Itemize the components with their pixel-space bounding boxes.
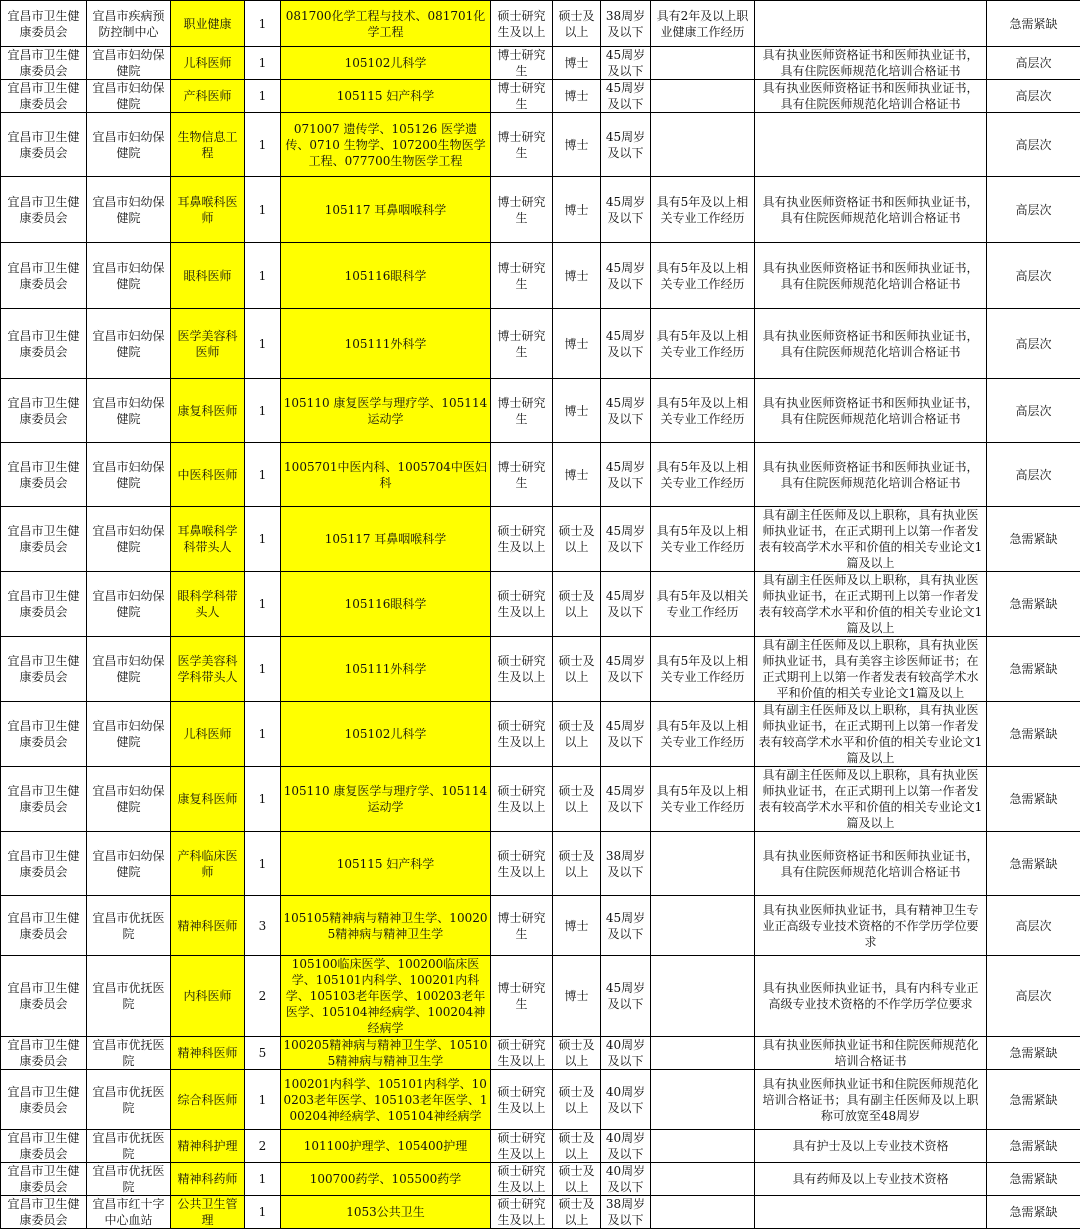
dept-cell: 宜昌市妇幼保健院 — [87, 767, 171, 832]
age-cell: 45周岁及以下 — [601, 767, 651, 832]
degree-cell: 博士 — [553, 113, 601, 177]
category-cell: 高层次 — [987, 243, 1080, 309]
category-cell: 高层次 — [987, 896, 1080, 956]
degree-cell: 博士 — [553, 379, 601, 443]
dept-cell: 宜昌市妇幼保健院 — [87, 832, 171, 896]
experience-cell: 具有5年及以上相关专业工作经历 — [651, 507, 755, 572]
requirements-cell: 具有副主任医师及以上职称，具有执业医师执业证书，在正式期刊上以第一作者发表有较高学术水平和价值的相关专业论文1篇及以上 — [755, 507, 987, 572]
experience-cell — [651, 1037, 755, 1070]
table-row — [1, 767, 1080, 832]
education-cell: 硕士研究生及以上 — [491, 702, 553, 767]
education-cell: 硕士研究生及以上 — [491, 572, 553, 637]
unit-cell: 宜昌市卫生健康委员会 — [1, 1163, 87, 1196]
degree-cell: 博士 — [553, 443, 601, 507]
experience-cell — [651, 956, 755, 1037]
experience-cell: 具有5年及以上相关专业工作经历 — [651, 177, 755, 243]
education-cell: 博士研究生 — [491, 113, 553, 177]
unit-cell: 宜昌市卫生健康委员会 — [1, 637, 87, 702]
degree-cell: 硕士及以上 — [553, 767, 601, 832]
experience-cell: 具有5年及以上相关专业工作经历 — [651, 443, 755, 507]
education-cell: 博士研究生 — [491, 309, 553, 379]
table-body — [1, 1, 1080, 1229]
unit-cell: 宜昌市卫生健康委员会 — [1, 702, 87, 767]
age-cell: 45周岁及以下 — [601, 702, 651, 767]
position-cell: 公共卫生管理 — [171, 1196, 245, 1229]
dept-cell: 宜昌市妇幼保健院 — [87, 379, 171, 443]
requirements-cell: 具有副主任医师及以上职称，具有执业医师执业证书，在正式期刊上以第一作者发表有较高学术水平和价值的相关专业论文1篇及以上 — [755, 572, 987, 637]
major-cell: 105102儿科学 — [281, 702, 491, 767]
degree-cell: 硕士及以上 — [553, 1196, 601, 1229]
position-cell: 产科医师 — [171, 80, 245, 113]
category-cell: 急需紧缺 — [987, 1130, 1080, 1163]
experience-cell: 具有5年及以上相关专业工作经历 — [651, 379, 755, 443]
position-cell: 眼科医师 — [171, 243, 245, 309]
major-cell: 100201内科学、105101内科学、100203老年医学、105103老年医学、100204神经病学、105104神经病学 — [281, 1070, 491, 1130]
age-cell: 45周岁及以下 — [601, 113, 651, 177]
age-cell: 38周岁及以下 — [601, 832, 651, 896]
position-cell: 眼科学科带头人 — [171, 572, 245, 637]
major-cell: 105110 康复医学与理疗学、105114 运动学 — [281, 767, 491, 832]
degree-cell: 博士 — [553, 309, 601, 379]
unit-cell: 宜昌市卫生健康委员会 — [1, 1, 87, 47]
unit-cell: 宜昌市卫生健康委员会 — [1, 243, 87, 309]
requirements-cell: 具有药师及以上专业技术资格 — [755, 1163, 987, 1196]
requirements-cell: 具有执业医师资格证书和医师执业证书，具有住院医师规范化培训合格证书 — [755, 47, 987, 80]
requirements-cell: 具有执业医师资格证书和医师执业证书，具有住院医师规范化培训合格证书 — [755, 243, 987, 309]
education-cell: 博士研究生 — [491, 443, 553, 507]
unit-cell: 宜昌市卫生健康委员会 — [1, 443, 87, 507]
count-cell: 1 — [245, 47, 281, 80]
major-cell: 100205精神病与精神卫生学、105105精神病与精神卫生学 — [281, 1037, 491, 1070]
degree-cell: 博士 — [553, 177, 601, 243]
requirements-cell: 具有副主任医师及以上职称，具有执业医师执业证书，在正式期刊上以第一作者发表有较高学术水平和价值的相关专业论文1篇及以上 — [755, 702, 987, 767]
age-cell: 40周岁及以下 — [601, 1130, 651, 1163]
category-cell: 高层次 — [987, 80, 1080, 113]
requirements-cell: 具有护士及以上专业技术资格 — [755, 1130, 987, 1163]
degree-cell: 硕士及以上 — [553, 832, 601, 896]
count-cell: 1 — [245, 1163, 281, 1196]
table-row — [1, 47, 1080, 80]
requirements-cell: 具有执业医师资格证书和医师执业证书，具有住院医师规范化培训合格证书 — [755, 177, 987, 243]
dept-cell: 宜昌市妇幼保健院 — [87, 243, 171, 309]
major-cell: 105115 妇产科学 — [281, 832, 491, 896]
degree-cell: 硕士及以上 — [553, 1130, 601, 1163]
dept-cell: 宜昌市疾病预防控制中心 — [87, 1, 171, 47]
table-row — [1, 243, 1080, 309]
education-cell: 硕士研究生及以上 — [491, 1130, 553, 1163]
requirements-cell: 具有执业医师执业证书和住院医师规范化培训合格证书 — [755, 1037, 987, 1070]
major-cell: 105100临床医学、100200临床医学、105101内科学、100201内科学、105103老年医学、100203老年医学、105104神经病学、100204神经病学 — [281, 956, 491, 1037]
education-cell: 硕士研究生及以上 — [491, 1, 553, 47]
table-row — [1, 507, 1080, 572]
dept-cell: 宜昌市优抚医院 — [87, 1130, 171, 1163]
table-row — [1, 443, 1080, 507]
dept-cell: 宜昌市优抚医院 — [87, 956, 171, 1037]
count-cell: 1 — [245, 243, 281, 309]
position-cell: 精神科医师 — [171, 1037, 245, 1070]
education-cell: 硕士研究生及以上 — [491, 1196, 553, 1229]
age-cell: 45周岁及以下 — [601, 243, 651, 309]
education-cell: 硕士研究生及以上 — [491, 1163, 553, 1196]
position-cell: 康复科医师 — [171, 767, 245, 832]
count-cell: 1 — [245, 309, 281, 379]
position-cell: 耳鼻喉科学科带头人 — [171, 507, 245, 572]
education-cell: 博士研究生 — [491, 896, 553, 956]
experience-cell: 具有5年及以相关专业工作经历 — [651, 572, 755, 637]
position-cell: 医学美容科学科带头人 — [171, 637, 245, 702]
requirements-cell: 具有执业医师资格证书和医师执业证书，具有住院医师规范化培训合格证书 — [755, 309, 987, 379]
dept-cell: 宜昌市妇幼保健院 — [87, 80, 171, 113]
unit-cell: 宜昌市卫生健康委员会 — [1, 1196, 87, 1229]
dept-cell: 宜昌市妇幼保健院 — [87, 443, 171, 507]
count-cell: 1 — [245, 1070, 281, 1130]
age-cell: 45周岁及以下 — [601, 443, 651, 507]
major-cell: 071007 遗传学、105126 医学遗传、0710 生物学、107200生物医学工程、077700生物医学工程 — [281, 113, 491, 177]
degree-cell: 硕士及以上 — [553, 637, 601, 702]
unit-cell: 宜昌市卫生健康委员会 — [1, 896, 87, 956]
major-cell: 105105精神病与精神卫生学、100205精神病与精神卫生学 — [281, 896, 491, 956]
experience-cell — [651, 47, 755, 80]
count-cell: 1 — [245, 379, 281, 443]
count-cell: 1 — [245, 1196, 281, 1229]
table-row — [1, 379, 1080, 443]
dept-cell: 宜昌市妇幼保健院 — [87, 637, 171, 702]
position-cell: 综合科医师 — [171, 1070, 245, 1130]
table-row — [1, 1070, 1080, 1130]
dept-cell: 宜昌市优抚医院 — [87, 896, 171, 956]
table-row — [1, 1130, 1080, 1163]
requirements-cell: 具有副主任医师及以上职称，具有执业医师执业证书，在正式期刊上以第一作者发表有较高学术水平和价值的相关专业论文1篇及以上 — [755, 767, 987, 832]
count-cell: 1 — [245, 443, 281, 507]
major-cell: 100700药学、105500药学 — [281, 1163, 491, 1196]
table-row — [1, 113, 1080, 177]
count-cell: 1 — [245, 767, 281, 832]
requirements-cell: 具有执业医师资格证书和医师执业证书，具有住院医师规范化培训合格证书 — [755, 379, 987, 443]
category-cell: 急需紧缺 — [987, 1163, 1080, 1196]
table-row — [1, 832, 1080, 896]
category-cell: 急需紧缺 — [987, 572, 1080, 637]
experience-cell: 具有5年及以上相关专业工作经历 — [651, 243, 755, 309]
category-cell: 急需紧缺 — [987, 1070, 1080, 1130]
degree-cell: 博士 — [553, 896, 601, 956]
position-cell: 内科医师 — [171, 956, 245, 1037]
education-cell: 博士研究生 — [491, 243, 553, 309]
requirements-cell — [755, 1, 987, 47]
experience-cell: 具有5年及以上相关专业工作经历 — [651, 702, 755, 767]
count-cell: 3 — [245, 896, 281, 956]
experience-cell — [651, 80, 755, 113]
count-cell: 1 — [245, 572, 281, 637]
education-cell: 硕士研究生及以上 — [491, 832, 553, 896]
category-cell: 急需紧缺 — [987, 507, 1080, 572]
dept-cell: 宜昌市红十字中心血站 — [87, 1196, 171, 1229]
table-row — [1, 956, 1080, 1037]
degree-cell: 硕士及以上 — [553, 702, 601, 767]
category-cell: 急需紧缺 — [987, 767, 1080, 832]
experience-cell: 具有5年及以上相关专业工作经历 — [651, 767, 755, 832]
dept-cell: 宜昌市妇幼保健院 — [87, 113, 171, 177]
category-cell: 高层次 — [987, 47, 1080, 80]
degree-cell: 博士 — [553, 956, 601, 1037]
major-cell: 105102儿科学 — [281, 47, 491, 80]
degree-cell: 硕士及以上 — [553, 1070, 601, 1130]
dept-cell: 宜昌市优抚医院 — [87, 1037, 171, 1070]
category-cell: 急需紧缺 — [987, 637, 1080, 702]
age-cell: 45周岁及以下 — [601, 956, 651, 1037]
count-cell: 1 — [245, 702, 281, 767]
dept-cell: 宜昌市妇幼保健院 — [87, 47, 171, 80]
education-cell: 硕士研究生及以上 — [491, 1037, 553, 1070]
count-cell: 1 — [245, 177, 281, 243]
dept-cell: 宜昌市妇幼保健院 — [87, 572, 171, 637]
education-cell: 博士研究生 — [491, 379, 553, 443]
age-cell: 45周岁及以下 — [601, 47, 651, 80]
unit-cell: 宜昌市卫生健康委员会 — [1, 113, 87, 177]
experience-cell — [651, 1163, 755, 1196]
education-cell: 博士研究生 — [491, 177, 553, 243]
education-cell: 博士研究生 — [491, 956, 553, 1037]
major-cell: 105116眼科学 — [281, 572, 491, 637]
age-cell: 45周岁及以下 — [601, 379, 651, 443]
count-cell: 2 — [245, 956, 281, 1037]
degree-cell: 硕士及以上 — [553, 507, 601, 572]
experience-cell: 具有5年及以上相关专业工作经历 — [651, 309, 755, 379]
dept-cell: 宜昌市妇幼保健院 — [87, 309, 171, 379]
unit-cell: 宜昌市卫生健康委员会 — [1, 1070, 87, 1130]
age-cell: 45周岁及以下 — [601, 896, 651, 956]
category-cell: 急需紧缺 — [987, 702, 1080, 767]
unit-cell: 宜昌市卫生健康委员会 — [1, 1130, 87, 1163]
position-cell: 精神科药师 — [171, 1163, 245, 1196]
table-row — [1, 1037, 1080, 1070]
table-row — [1, 80, 1080, 113]
unit-cell: 宜昌市卫生健康委员会 — [1, 177, 87, 243]
requirements-cell — [755, 1196, 987, 1229]
category-cell: 高层次 — [987, 113, 1080, 177]
age-cell: 40周岁及以下 — [601, 1037, 651, 1070]
major-cell: 105117 耳鼻咽喉科学 — [281, 507, 491, 572]
unit-cell: 宜昌市卫生健康委员会 — [1, 80, 87, 113]
major-cell: 081700化学工程与技术、081701化学工程 — [281, 1, 491, 47]
age-cell: 45周岁及以下 — [601, 572, 651, 637]
age-cell: 38周岁及以下 — [601, 1196, 651, 1229]
major-cell: 1053公共卫生 — [281, 1196, 491, 1229]
experience-cell: 具有5年及以上相关专业工作经历 — [651, 637, 755, 702]
table-row — [1, 1196, 1080, 1229]
degree-cell: 硕士及以上 — [553, 572, 601, 637]
count-cell: 1 — [245, 113, 281, 177]
education-cell: 硕士研究生及以上 — [491, 507, 553, 572]
dept-cell: 宜昌市优抚医院 — [87, 1163, 171, 1196]
requirements-cell: 具有执业医师资格证书和医师执业证书，具有住院医师规范化培训合格证书 — [755, 443, 987, 507]
position-cell: 生物信息工程 — [171, 113, 245, 177]
position-cell: 精神科护理 — [171, 1130, 245, 1163]
requirements-cell: 具有执业医师执业证书，具有精神卫生专业正高级专业技术资格的不作学历学位要求 — [755, 896, 987, 956]
major-cell: 101100护理学、105400护理 — [281, 1130, 491, 1163]
degree-cell: 硕士及以上 — [553, 1037, 601, 1070]
unit-cell: 宜昌市卫生健康委员会 — [1, 379, 87, 443]
major-cell: 105115 妇产科学 — [281, 80, 491, 113]
education-cell: 硕士研究生及以上 — [491, 767, 553, 832]
age-cell: 38周岁及以下 — [601, 1, 651, 47]
position-cell: 精神科医师 — [171, 896, 245, 956]
position-cell: 儿科医师 — [171, 47, 245, 80]
major-cell: 105110 康复医学与理疗学、105114 运动学 — [281, 379, 491, 443]
count-cell: 1 — [245, 1, 281, 47]
position-cell: 产科临床医师 — [171, 832, 245, 896]
age-cell: 45周岁及以下 — [601, 177, 651, 243]
category-cell: 高层次 — [987, 177, 1080, 243]
degree-cell: 博士 — [553, 47, 601, 80]
experience-cell — [651, 1196, 755, 1229]
degree-cell: 博士 — [553, 243, 601, 309]
education-cell: 硕士研究生及以上 — [491, 1070, 553, 1130]
requirements-cell: 具有执业医师资格证书和医师执业证书，具有住院医师规范化培训合格证书 — [755, 80, 987, 113]
age-cell: 40周岁及以下 — [601, 1070, 651, 1130]
age-cell: 45周岁及以下 — [601, 637, 651, 702]
unit-cell: 宜昌市卫生健康委员会 — [1, 767, 87, 832]
position-cell: 职业健康 — [171, 1, 245, 47]
experience-cell — [651, 1070, 755, 1130]
position-cell: 中医科医师 — [171, 443, 245, 507]
count-cell: 1 — [245, 507, 281, 572]
unit-cell: 宜昌市卫生健康委员会 — [1, 507, 87, 572]
dept-cell: 宜昌市妇幼保健院 — [87, 507, 171, 572]
category-cell: 急需紧缺 — [987, 832, 1080, 896]
requirements-cell: 具有副主任医师及以上职称，具有执业医师执业证书，具有美容主诊医师证书；在正式期刊上以第一作者发表有较高学术水平和价值的相关专业论文1篇及以上 — [755, 637, 987, 702]
experience-cell — [651, 113, 755, 177]
requirements-cell: 具有执业医师执业证书和住院医师规范化培训合格证书；具有副主任医师及以上职称可放宽至48周岁 — [755, 1070, 987, 1130]
table-row — [1, 1, 1080, 47]
count-cell: 2 — [245, 1130, 281, 1163]
unit-cell: 宜昌市卫生健康委员会 — [1, 309, 87, 379]
experience-cell — [651, 832, 755, 896]
category-cell: 高层次 — [987, 443, 1080, 507]
degree-cell: 硕士及以上 — [553, 1, 601, 47]
position-cell: 儿科医师 — [171, 702, 245, 767]
table-row — [1, 572, 1080, 637]
dept-cell: 宜昌市妇幼保健院 — [87, 177, 171, 243]
requirements-cell: 具有执业医师资格证书和医师执业证书，具有住院医师规范化培训合格证书 — [755, 832, 987, 896]
unit-cell: 宜昌市卫生健康委员会 — [1, 956, 87, 1037]
degree-cell: 硕士及以上 — [553, 1163, 601, 1196]
requirements-cell: 具有执业医师执业证书，具有内科专业正高级专业技术资格的不作学历学位要求 — [755, 956, 987, 1037]
dept-cell: 宜昌市妇幼保健院 — [87, 702, 171, 767]
dept-cell: 宜昌市优抚医院 — [87, 1070, 171, 1130]
unit-cell: 宜昌市卫生健康委员会 — [1, 572, 87, 637]
table-row — [1, 896, 1080, 956]
category-cell: 急需紧缺 — [987, 1196, 1080, 1229]
category-cell: 急需紧缺 — [987, 1037, 1080, 1070]
table-row — [1, 1163, 1080, 1196]
education-cell: 硕士研究生及以上 — [491, 637, 553, 702]
experience-cell — [651, 1130, 755, 1163]
category-cell: 高层次 — [987, 309, 1080, 379]
major-cell: 105111外科学 — [281, 637, 491, 702]
experience-cell: 具有2年及以上职业健康工作经历 — [651, 1, 755, 47]
table-row — [1, 637, 1080, 702]
major-cell: 105116眼科学 — [281, 243, 491, 309]
category-cell: 高层次 — [987, 956, 1080, 1037]
position-cell: 医学美容科医师 — [171, 309, 245, 379]
age-cell: 45周岁及以下 — [601, 507, 651, 572]
age-cell: 45周岁及以下 — [601, 309, 651, 379]
table-row — [1, 702, 1080, 767]
position-cell: 康复科医师 — [171, 379, 245, 443]
major-cell: 105117 耳鼻咽喉科学 — [281, 177, 491, 243]
major-cell: 1005701中医内科、1005704中医妇科 — [281, 443, 491, 507]
count-cell: 1 — [245, 80, 281, 113]
table-row — [1, 177, 1080, 243]
table-row — [1, 309, 1080, 379]
requirements-cell — [755, 113, 987, 177]
age-cell: 40周岁及以下 — [601, 1163, 651, 1196]
degree-cell: 博士 — [553, 80, 601, 113]
count-cell: 5 — [245, 1037, 281, 1070]
unit-cell: 宜昌市卫生健康委员会 — [1, 47, 87, 80]
unit-cell: 宜昌市卫生健康委员会 — [1, 832, 87, 896]
position-cell: 耳鼻喉科医师 — [171, 177, 245, 243]
unit-cell: 宜昌市卫生健康委员会 — [1, 1037, 87, 1070]
education-cell: 博士研究生 — [491, 47, 553, 80]
experience-cell — [651, 896, 755, 956]
count-cell: 1 — [245, 637, 281, 702]
age-cell: 45周岁及以下 — [601, 80, 651, 113]
category-cell: 急需紧缺 — [987, 1, 1080, 47]
category-cell: 高层次 — [987, 379, 1080, 443]
major-cell: 105111外科学 — [281, 309, 491, 379]
count-cell: 1 — [245, 832, 281, 896]
education-cell: 博士研究生 — [491, 80, 553, 113]
